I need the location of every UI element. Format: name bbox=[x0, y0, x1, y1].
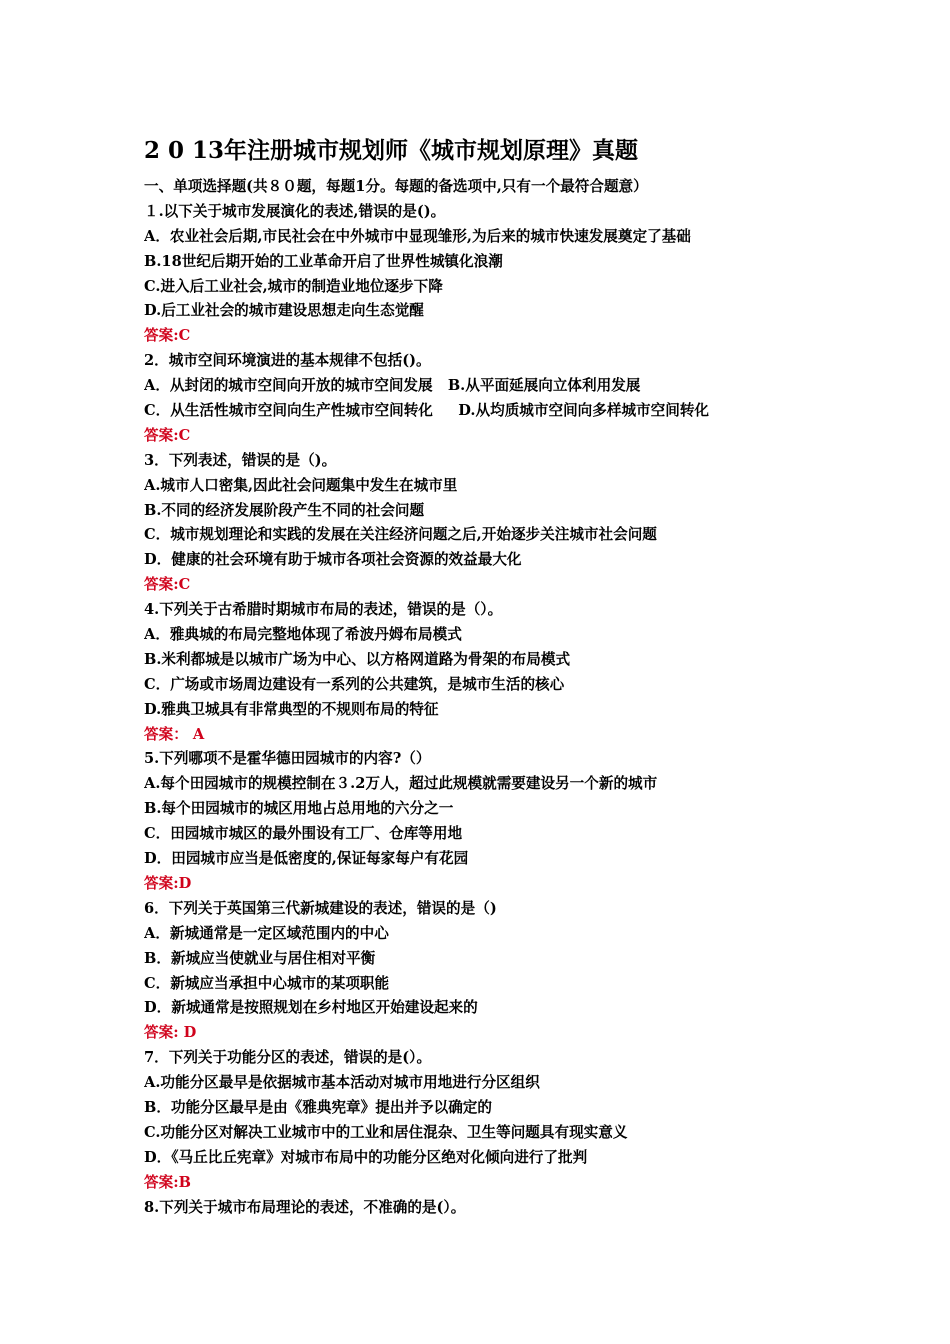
option-c: C．城市规划理论和实践的发展在关注经济问题之后,开始逐步关注城市社会问题 bbox=[144, 526, 657, 544]
question-stem: 2．城市空间环境演进的基本规律不包括()。 bbox=[144, 352, 431, 370]
question-stem: 5.下列哪项不是霍华德田园城市的内容?（） bbox=[144, 750, 431, 768]
page-title: 2 0 13年注册城市规划师《城市规划原理》真题 bbox=[144, 137, 639, 164]
answer-label: 答案:B bbox=[144, 1173, 191, 1191]
question-stem: 8.下列关于城市布局理论的表述，不准确的是(）。 bbox=[144, 1198, 466, 1216]
option-d: D．《马丘比丘宪章》对城市布局中的功能分区绝对化倾向进行了批判 bbox=[144, 1148, 588, 1166]
answer-label: 答案:D bbox=[144, 874, 192, 892]
question-stem: 3．下列表述，错误的是（)。 bbox=[144, 451, 337, 469]
option-d: D．新城通常是按照规划在乡村地区开始建设起来的 bbox=[144, 999, 478, 1017]
answer-label: 答案： A bbox=[144, 725, 205, 743]
question-stem: 7．下列关于功能分区的表述，错误的是(）。 bbox=[144, 1049, 432, 1067]
option-a: A.城市人口密集,因此社会问题集中发生在城市里 bbox=[144, 476, 458, 494]
option-c: C.进入后工业社会,城市的制造业地位逐步下降 bbox=[144, 277, 443, 295]
option-b: B.不同的经济发展阶段产生不同的社会问题 bbox=[144, 501, 425, 519]
option-a: A.功能分区最早是依据城市基本活动对城市用地进行分区组织 bbox=[144, 1074, 540, 1092]
option-c: C.功能分区对解决工业城市中的工业和居住混杂、卫生等问题具有现实意义 bbox=[144, 1123, 628, 1141]
option-a: A．新城通常是一定区域范围内的中心 bbox=[144, 924, 389, 942]
option-d: D.后工业社会的城市建设思想走向生态觉醒 bbox=[144, 302, 424, 320]
option-c: C．广场或市场周边建设有一系列的公共建筑，是城市生活的核心 bbox=[144, 675, 565, 693]
option-b: B．新城应当使就业与居住相对平衡 bbox=[144, 949, 376, 967]
answer-label: 答案: D bbox=[144, 1024, 197, 1042]
option-c: C．田园城市城区的最外围设有工厂、仓库等用地 bbox=[144, 825, 463, 843]
option-b: B.米利都城是以城市广场为中心、以方格网道路为骨架的布局模式 bbox=[144, 650, 571, 668]
option-a: A.每个田园城市的规模控制在３.2万人，超过此规模就需要建设另一个新的城市 bbox=[144, 775, 658, 793]
option-a: A．农业社会后期,市民社会在中外城市中显现雏形,为后来的城市快速发展奠定了基础 bbox=[144, 227, 691, 245]
option-d: D．健康的社会环境有助于城市各项社会资源的效益最大化 bbox=[144, 551, 522, 569]
question-stem: 6．下列关于英国第三代新城建设的表述，错误的是（) bbox=[144, 899, 497, 917]
answer-label: 答案:C bbox=[144, 426, 191, 444]
section-heading: 一、单项选择题(共８０题，每题1分。每题的备选项中,只有一个最符合题意） bbox=[144, 178, 648, 195]
question-stem: 4.下列关于古希腊时期城市布局的表述，错误的是（）。 bbox=[144, 601, 503, 619]
option-d: D.雅典卫城具有非常典型的不规则布局的特征 bbox=[144, 700, 439, 718]
question-stem: １.以下关于城市发展演化的表述,错误的是()。 bbox=[144, 202, 446, 220]
option-cd: C．从生活性城市空间向生产性城市空间转化 D.从均质城市空间向多样城市空间转化 bbox=[144, 402, 710, 420]
option-ab: A．从封闭的城市空间向开放的城市空间发展 B.从平面延展向立体利用发展 bbox=[144, 377, 641, 395]
option-c: C．新城应当承担中心城市的某项职能 bbox=[144, 974, 390, 992]
answer-label: 答案:C bbox=[144, 576, 191, 594]
option-b: B.每个田园城市的城区用地占总用地的六分之一 bbox=[144, 800, 454, 818]
option-a: A．雅典城的布局完整地体现了希波丹姆布局模式 bbox=[144, 626, 462, 644]
question-list bbox=[144, 175, 924, 1220]
option-b: B．功能分区最早是由《雅典宪章》提出并予以确定的 bbox=[144, 1098, 492, 1116]
option-b: B.18世纪后期开始的工业革命开启了世界性城镇化浪潮 bbox=[144, 252, 503, 270]
answer-label: 答案:C bbox=[144, 327, 191, 345]
option-d: D．田园城市应当是低密度的,保证每家每户有花园 bbox=[144, 850, 469, 868]
